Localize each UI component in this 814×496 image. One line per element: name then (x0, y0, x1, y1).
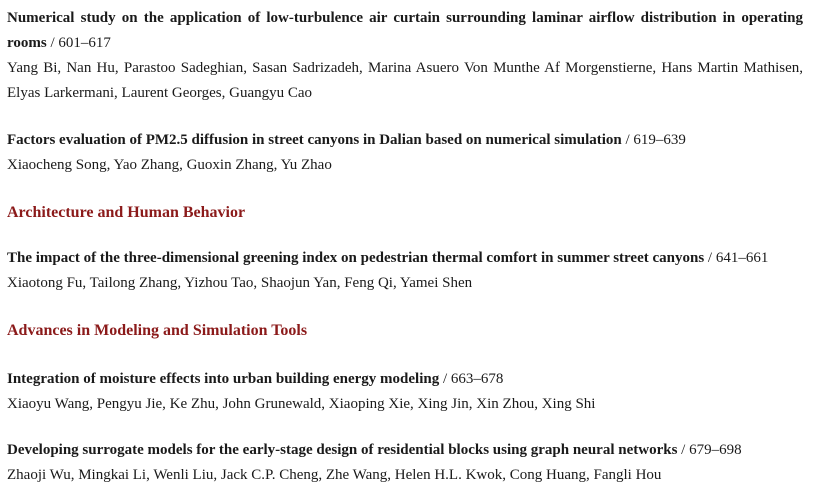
article-authors: Zhaoji Wu, Mingkai Li, Wenli Liu, Jack C.P. Cheng, Zhe Wang, Helen H.L. Kwok, Cong Huang, Fangli Hou (7, 467, 662, 483)
article-entry (7, 6, 803, 106)
article-entry (7, 367, 803, 417)
page-range: / 601–617 (46, 35, 111, 51)
page-range: / 663–678 (439, 371, 504, 387)
article-title[interactable]: The impact of the three-dimensional greening index on pedestrian thermal comfort in summer street canyons / 641–661 (7, 250, 769, 266)
page-range: / 619–639 (621, 132, 686, 148)
article-authors: Yang Bi, Nan Hu, Parastoo Sadeghian, Sasan Sadrizadeh, Marina Asuero Von Munthe Af Morgenstierne, Hans Martin Mathisen, Elyas Larkermani, Laurent Georges, Guangyu Cao (7, 60, 803, 101)
page-range: / 641–661 (704, 250, 769, 266)
article-entry (7, 128, 803, 178)
article-authors: Xiaotong Fu, Tailong Zhang, Yizhou Tao, Shaojun Yan, Feng Qi, Yamei Shen (7, 275, 473, 291)
article-authors: Xiaocheng Song, Yao Zhang, Guoxin Zhang, Yu Zhao (7, 157, 332, 173)
article-authors: Xiaoyu Wang, Pengyu Jie, Ke Zhu, John Grunewald, Xiaoping Xie, Xing Jin, Xin Zhou, Xing Shi (7, 396, 596, 412)
section-heading: Advances in Modeling and Simulation Tools (7, 322, 308, 339)
article-title[interactable]: Developing surrogate models for the early-stage design of residential blocks using graph neural networks / 679–698 (7, 442, 742, 458)
article-title[interactable]: Integration of moisture effects into urban building energy modeling / 663–678 (7, 371, 504, 387)
article-title[interactable]: Numerical study on the application of low-turbulence air curtain surrounding laminar airflow distribution in operating rooms / 601–617 (7, 10, 803, 51)
article-title[interactable]: Factors evaluation of PM2.5 diffusion in street canyons in Dalian based on numerical simulation / 619–639 (7, 132, 686, 148)
section-heading: Architecture and Human Behavior (7, 204, 246, 221)
article-entry (7, 246, 803, 296)
page-range: / 679–698 (677, 442, 742, 458)
article-entry (7, 438, 803, 488)
